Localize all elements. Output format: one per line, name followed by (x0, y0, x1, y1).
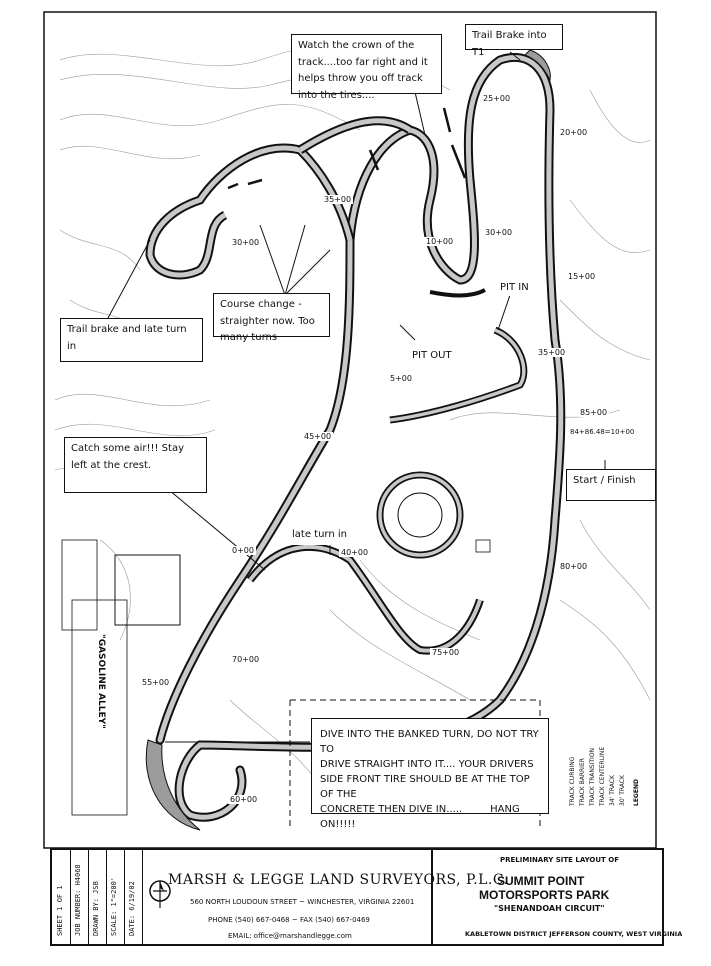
sheet-number: SHEET 1 OF 1 (56, 885, 64, 936)
callout-course-change: Course change - straighter now. Too many turns (213, 293, 330, 337)
banked-turn-line-2: DRIVE STRAIGHT INTO IT.... YOUR DRIVERS (320, 759, 534, 770)
legend-title: LEGEND (633, 779, 640, 806)
legend (560, 728, 648, 808)
station-label: 20+00 (560, 128, 588, 137)
callout-banked-turn (311, 718, 549, 830)
station-label: 85+00 (580, 408, 608, 417)
station-label: 80+00 (560, 562, 588, 571)
callout-catch-some-air: Catch some air!!! Stay left at the crest. (64, 437, 207, 493)
banked-turn-line-1: DIVE INTO THE BANKED TURN, DO NOT TRY TO (320, 729, 539, 755)
legend-item: TRACK CURBING (569, 756, 576, 806)
station-label: 5+00 (390, 374, 412, 383)
station-label: 60+00 (230, 795, 258, 804)
callout-pit-in: PIT IN (498, 280, 538, 296)
station-label: 40+00 (341, 548, 369, 557)
hang-on-text: HANG ON!!!!! (320, 804, 520, 830)
gasoline-alley-label: "GASOLINE ALLEY" (96, 634, 106, 729)
callout-pit-out: PIT OUT (410, 348, 458, 364)
callout-start-finish: Start / Finish (566, 469, 656, 501)
drawn-by: DRAWN BY: JSB (92, 881, 100, 936)
firm-address: 560 NORTH LOUDOUN STREET ~ WINCHESTER, VIRGINIA 22601 (190, 898, 415, 906)
callout-trail-brake-late-turn: Trail brake and late turn in (60, 318, 203, 362)
station-label: 35+00 (538, 348, 566, 357)
station-label: 10+00 (426, 237, 454, 246)
project-subtitle: "SHENANDOAH CIRCUIT" (494, 904, 605, 913)
station-label: 30+00 (485, 228, 513, 237)
project-name-2: MOTORSPORTS PARK (479, 888, 610, 902)
firm-name: MARSH & LEGGE LAND SURVEYORS, P.L.C. (168, 872, 509, 888)
banked-turn-line-3: SIDE FRONT TIRE SHOULD BE AT THE TOP OF THE (320, 774, 530, 800)
station-label: 15+00 (568, 272, 596, 281)
station-label: 75+00 (432, 648, 460, 657)
station-equation: 84+86.48=10+00 (570, 428, 635, 436)
station-label: 25+00 (483, 94, 511, 103)
station-label: 45+00 (304, 432, 332, 441)
firm-phone: PHONE (540) 667-0468 ~ FAX (540) 667-0469 (208, 916, 370, 924)
project-location: KABLETOWN DISTRICT JEFFERSON COUNTY, WEST VIRGINIA (465, 930, 683, 938)
project-name-1: SUMMIT POINT (497, 874, 585, 888)
date: DATE: 6/19/02 (128, 881, 136, 936)
legend-item: 30' TRACK (619, 775, 626, 806)
scale: SCALE: 1"=200' (110, 876, 118, 936)
firm-email: EMAIL: office@marshandlegge.com (228, 932, 352, 940)
callout-crown-of-track: Watch the crown of the track....too far right and it helps throw you off track into the tires.... (291, 34, 442, 94)
callout-late-turn-in: late turn in (290, 527, 350, 545)
callout-trail-brake-t1: Trail Brake into T1 (465, 24, 563, 50)
station-label: 55+00 (142, 678, 170, 687)
banked-turn-line-4: CONCRETE THEN DIVE IN..... HANG ON!!!!! (320, 804, 520, 830)
legend-item: TRACK TRANSITION (589, 747, 596, 806)
job-number: JOB NUMBER: H4068 (74, 864, 82, 936)
station-label: 70+00 (232, 655, 260, 664)
legend-item: TRACK BARRIER (579, 758, 586, 806)
legend-item: TRACK CENTERLINE (599, 746, 606, 806)
station-label: 0+00 (232, 546, 254, 555)
station-label: 35+00 (324, 195, 352, 204)
prelim-title: PRELIMINARY SITE LAYOUT OF (500, 856, 619, 864)
station-label: 30+00 (232, 238, 260, 247)
legend-item: 34' TRACK (609, 775, 616, 806)
title-block (50, 848, 683, 946)
